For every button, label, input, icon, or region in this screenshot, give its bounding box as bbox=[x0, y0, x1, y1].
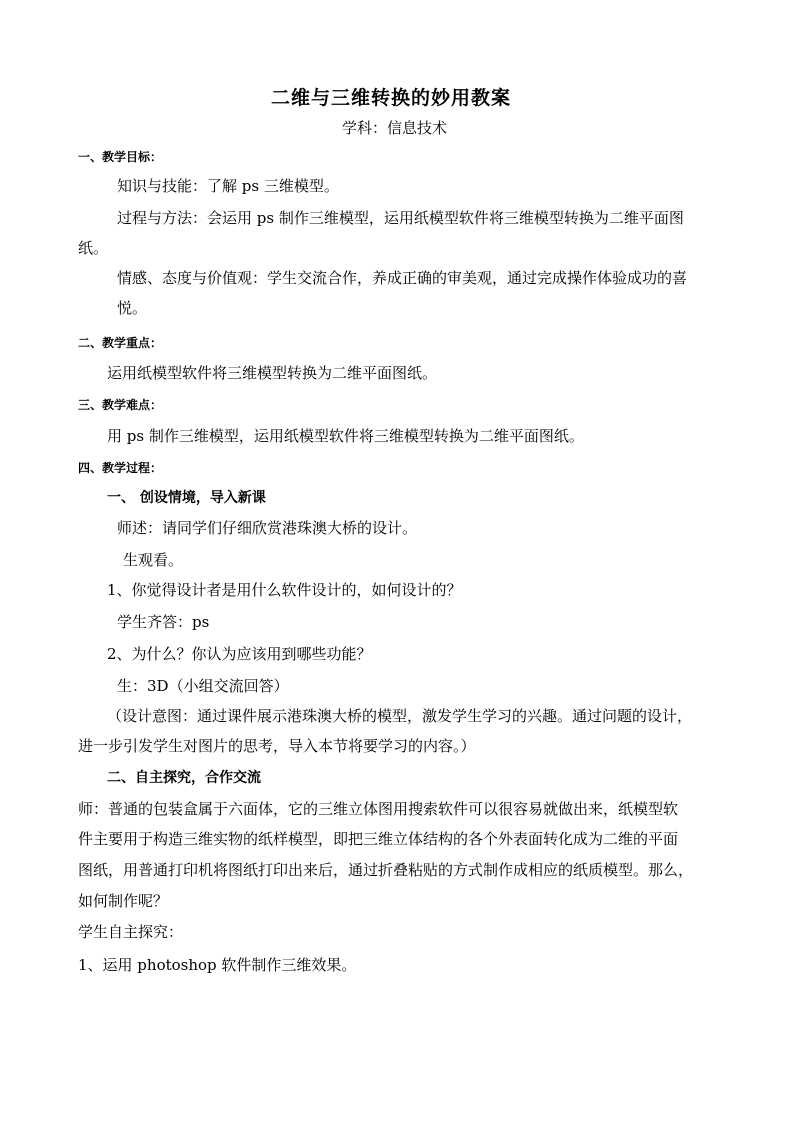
process-paragraph-line: 学生自主探究： bbox=[78, 923, 184, 941]
process-part2-heading: 二、自主探究，合作交流 bbox=[107, 770, 261, 786]
section-heading-process: 四、教学过程： bbox=[78, 461, 163, 475]
process-line: 2、为什么？你认为应该用到哪些功能？ bbox=[107, 645, 372, 663]
process-line: 生：3D（小组交流回答） bbox=[117, 677, 289, 695]
process-paragraph-line: 图纸，用普通打印机将图纸打印出来后，通过折叠粘贴的方式制作成相应的纸质模型。那么， bbox=[78, 861, 694, 879]
process-paragraph-line: 如何制作呢？ bbox=[78, 892, 169, 910]
objective-process-line2: 纸。 bbox=[78, 239, 109, 257]
difficulty-text: 用 ps 制作三维模型，运用纸模型软件将三维模型转换为二维平面图纸。 bbox=[107, 427, 584, 445]
objective-attitude-line2: 悦。 bbox=[117, 299, 148, 317]
section-heading-difficulties: 三、教学难点： bbox=[78, 398, 163, 412]
process-line: 学生齐答：ps bbox=[117, 613, 210, 631]
section-heading-objectives: 一、教学目标： bbox=[78, 150, 163, 164]
objective-process-line1: 过程与方法：会运用 ps 制作三维模型，运用纸模型软件将三维模型转换为二维平面图 bbox=[117, 209, 684, 227]
process-paragraph-line: 师：普通的包装盒属于六面体，它的三维立体图用搜索软件可以很容易就做出来，纸模型软 bbox=[78, 800, 679, 818]
objective-knowledge: 知识与技能：了解 ps 三维模型。 bbox=[117, 177, 339, 195]
process-part1-heading: 一、 创设情境，导入新课 bbox=[107, 490, 266, 506]
process-line: （设计意图：通过课件展示港珠澳大桥的模型，激发学生学习的兴趣。通过问题的设计， bbox=[107, 707, 693, 725]
process-line: 1、你觉得设计者是用什么软件设计的，如何设计的？ bbox=[107, 581, 462, 599]
objective-attitude-line1: 情感、态度与价值观：学生交流合作，养成正确的审美观，通过完成操作体验成功的喜 bbox=[117, 269, 688, 287]
process-line: 生观看。 bbox=[123, 551, 184, 569]
process-paragraph-line: 件主要用于构造三维实物的纸样模型，即把三维立体结构的各个外表面转化成为二维的平面 bbox=[78, 830, 679, 848]
process-line: 进一步引发学生对图片的思考，导入本节将要学习的内容。） bbox=[78, 737, 476, 755]
process-paragraph-line: 1、运用 photoshop 软件制作三维效果。 bbox=[78, 956, 357, 974]
section-heading-keypoints: 二、教学重点： bbox=[78, 336, 163, 350]
process-line: 师述：请同学们仔细欣赏港珠澳大桥的设计。 bbox=[117, 519, 418, 537]
document-title: 二维与三维转换的妙用教案 bbox=[271, 87, 512, 109]
subject-line: 学科：信息技术 bbox=[342, 119, 448, 137]
keypoint-text: 运用纸模型软件将三维模型转换为二维平面图纸。 bbox=[107, 364, 438, 382]
